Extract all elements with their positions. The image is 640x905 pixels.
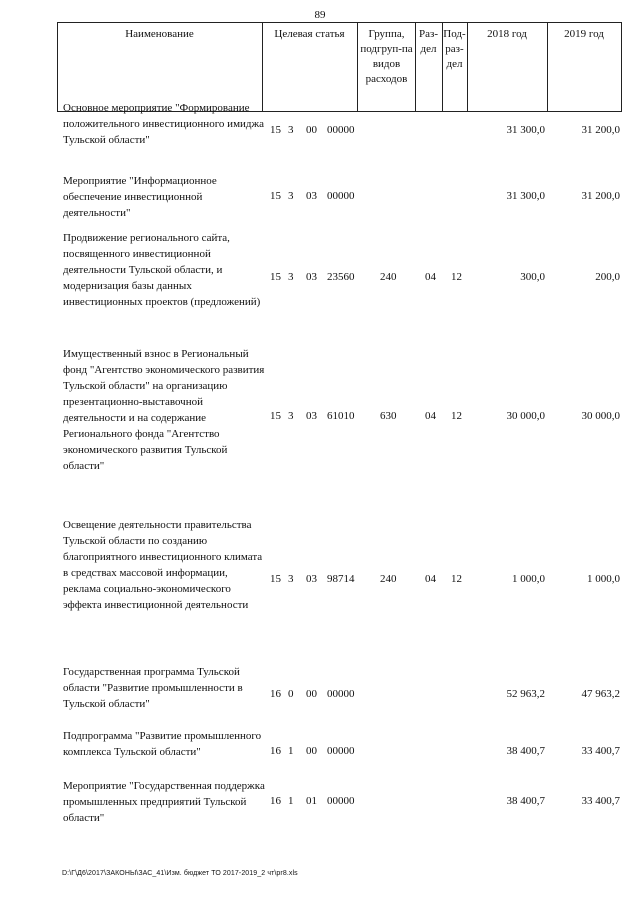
row-group: 630 bbox=[380, 410, 397, 422]
row-group: 240 bbox=[380, 271, 397, 283]
row-razdel: 04 bbox=[425, 410, 436, 422]
row-direction: 00000 bbox=[327, 124, 355, 136]
row-subprogram: 1 bbox=[288, 795, 294, 807]
header-razdel: Раз-дел bbox=[418, 28, 438, 55]
row-direction: 61010 bbox=[327, 410, 355, 422]
row-2019: 31 200,0 bbox=[581, 124, 620, 136]
header-top-border bbox=[57, 22, 622, 23]
row-measure: 01 bbox=[306, 795, 317, 807]
header-2018: 2018 год bbox=[487, 28, 527, 40]
row-program: 16 bbox=[270, 688, 281, 700]
row-direction: 00000 bbox=[327, 795, 355, 807]
row-program: 15 bbox=[270, 190, 281, 202]
row-direction: 98714 bbox=[327, 573, 355, 585]
row-2018: 31 300,0 bbox=[506, 190, 545, 202]
row-name: Основное мероприятие "Формирование положительного инвестиционного имиджа Тульской области" bbox=[63, 102, 264, 146]
row-2018: 52 963,2 bbox=[506, 688, 545, 700]
row-subprogram: 3 bbox=[288, 410, 294, 422]
row-program: 16 bbox=[270, 745, 281, 757]
row-subprogram: 1 bbox=[288, 745, 294, 757]
row-2018: 31 300,0 bbox=[506, 124, 545, 136]
row-name: Имущественный взнос в Региональный фонд "Агентство экономического развития Тульской области" на организацию презентационно-выставочной деятельности и на содержание Регионального фонда "Агентство экономического развития Тульской области" bbox=[63, 348, 265, 472]
footer-file-path: D:\Г\Д6\2017\ЗАКОНЫ\ЗАС_41\Изм. бюджет ТО 2017-2019_2 чт\pr8.xls bbox=[62, 870, 298, 877]
row-measure: 00 bbox=[306, 124, 317, 136]
header-podrazdel: Под-раз-дел bbox=[443, 28, 466, 70]
row-name: Подпрограмма "Развитие промышленного комплекса Тульской области" bbox=[63, 730, 262, 758]
row-measure: 00 bbox=[306, 688, 317, 700]
row-name: Продвижение регионального сайта, посвященного инвестиционной деятельности Тульской области, и модернизация базы данных инвестиционных проектов (предложений) bbox=[63, 232, 261, 308]
header-divider bbox=[621, 22, 622, 112]
row-subprogram: 3 bbox=[288, 124, 294, 136]
row-2019: 1 000,0 bbox=[587, 573, 620, 585]
row-razdel: 04 bbox=[425, 271, 436, 283]
row-measure: 03 bbox=[306, 573, 317, 585]
row-podrazdel: 12 bbox=[451, 410, 462, 422]
row-2018: 38 400,7 bbox=[506, 795, 545, 807]
row-measure: 03 bbox=[306, 190, 317, 202]
header-target: Целевая статья bbox=[274, 28, 345, 40]
row-podrazdel: 12 bbox=[451, 271, 462, 283]
row-program: 15 bbox=[270, 124, 281, 136]
row-name: Государственная программа Тульской области "Развитие промышленности в Тульской области" bbox=[63, 666, 243, 710]
row-program: 15 bbox=[270, 573, 281, 585]
row-direction: 00000 bbox=[327, 745, 355, 757]
row-2018: 30 000,0 bbox=[506, 410, 545, 422]
header-divider bbox=[357, 22, 358, 112]
row-subprogram: 3 bbox=[288, 271, 294, 283]
row-measure: 03 bbox=[306, 410, 317, 422]
row-2019: 200,0 bbox=[595, 271, 620, 283]
row-direction: 00000 bbox=[327, 688, 355, 700]
page-number: 89 bbox=[314, 9, 326, 21]
row-2018: 300,0 bbox=[520, 271, 545, 283]
row-2019: 33 400,7 bbox=[581, 745, 620, 757]
row-razdel: 04 bbox=[425, 573, 436, 585]
row-program: 15 bbox=[270, 410, 281, 422]
header-2019: 2019 год bbox=[564, 28, 604, 40]
row-2018: 38 400,7 bbox=[506, 745, 545, 757]
table-header bbox=[57, 22, 622, 112]
row-podrazdel: 12 bbox=[451, 573, 462, 585]
row-group: 240 bbox=[380, 573, 397, 585]
row-2019: 47 963,2 bbox=[581, 688, 620, 700]
row-2019: 31 200,0 bbox=[581, 190, 620, 202]
row-subprogram: 0 bbox=[288, 688, 294, 700]
row-measure: 03 bbox=[306, 271, 317, 283]
row-2018: 1 000,0 bbox=[512, 573, 545, 585]
row-measure: 00 bbox=[306, 745, 317, 757]
row-2019: 30 000,0 bbox=[581, 410, 620, 422]
header-name: Наименование bbox=[125, 28, 194, 40]
row-program: 15 bbox=[270, 271, 281, 283]
row-program: 16 bbox=[270, 795, 281, 807]
row-subprogram: 3 bbox=[288, 190, 294, 202]
header-group: Группа, подгруп-па видов расходов bbox=[360, 28, 413, 85]
row-name: Освещение деятельности правительства Тульской области по созданию благоприятного инвестиционного климата в средствах массовой информации, реклама социально-экономического эффекта инвестиционной деятельности bbox=[63, 519, 263, 611]
row-subprogram: 3 bbox=[288, 573, 294, 585]
row-name: Мероприятие "Государственная поддержка промышленных предприятий Тульской области" bbox=[63, 780, 265, 824]
row-2019: 33 400,7 bbox=[581, 795, 620, 807]
row-direction: 23560 bbox=[327, 271, 355, 283]
row-name: Мероприятие "Информационное обеспечение инвестиционной деятельности" bbox=[63, 175, 217, 219]
row-direction: 00000 bbox=[327, 190, 355, 202]
